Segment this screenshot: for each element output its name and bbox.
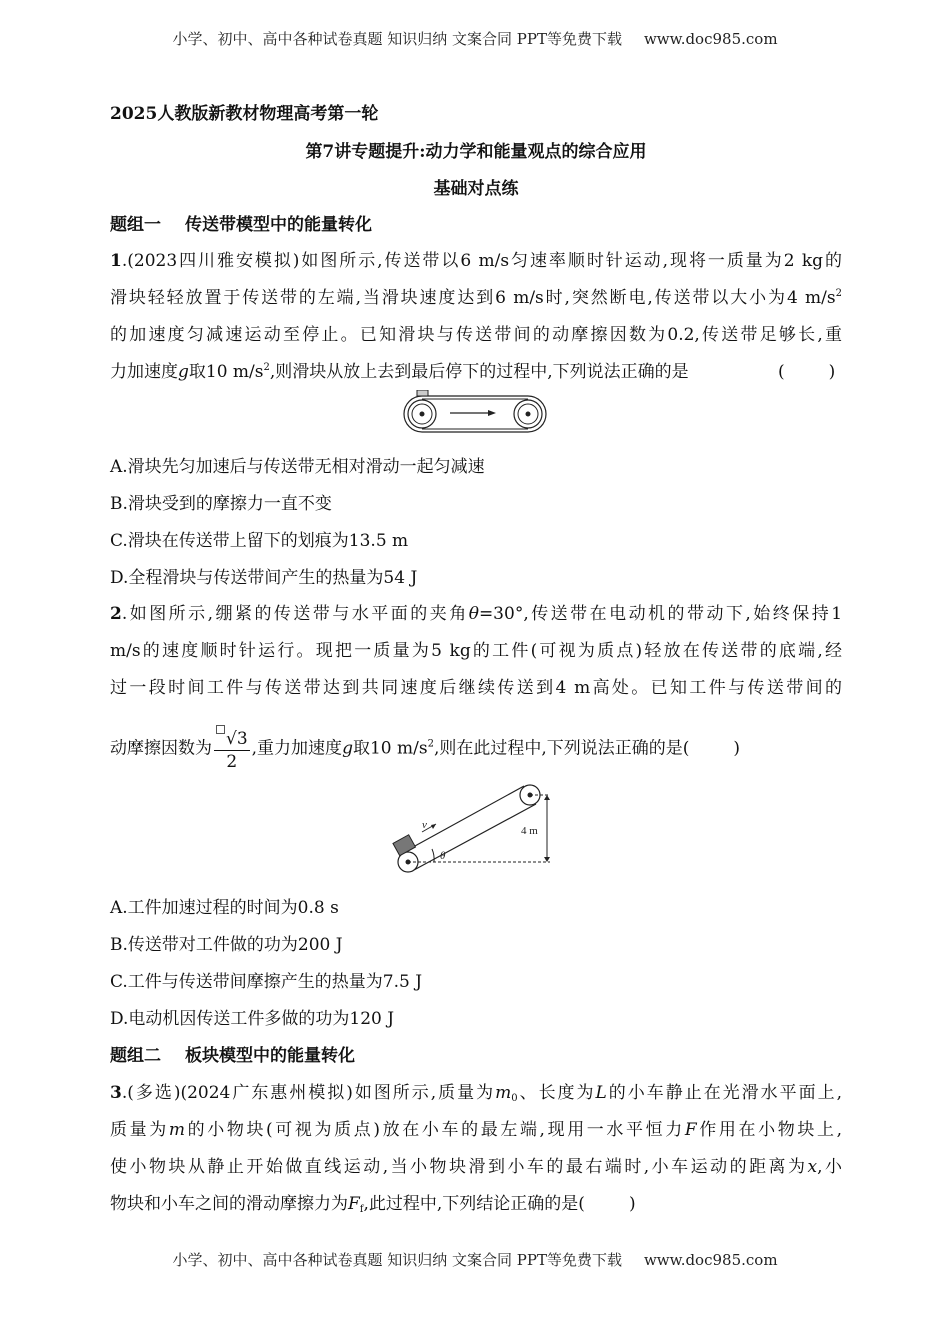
header-url: www.doc985.com bbox=[643, 30, 778, 48]
q2-line-4: 动摩擦因数为 $\frac{√3}{2}$ ,重力加速度g取10 $m/s^2$,则在此过程中,下列说法正确的是( ) bbox=[110, 725, 740, 773]
q3-number: 3 bbox=[110, 1083, 122, 1103]
header-text: 小学、初中、高中各种试卷真题 知识归纳 文案合同 PPT等免费下载 bbox=[172, 30, 622, 48]
page-footer bbox=[0, 1249, 950, 1270]
q3-line-3: 使小物块从静止开始做直线运动,当小物块滑到小车的最右端时,小车运动的距离为x,小 bbox=[110, 1157, 842, 1177]
height-label: 4 m bbox=[521, 825, 538, 837]
q1-line-2: 滑块轻轻放置于传送带的左端,当滑块速度达到6 m/s时,突然断电,传送带以大小为4 $m/s^2$ bbox=[110, 288, 842, 308]
q3-line-4: 物块和小车之间的滑动摩擦力为$F_f$,此过程中,下列结论正确的是( ) bbox=[110, 1194, 636, 1215]
conveyor-belt-figure bbox=[400, 390, 550, 438]
q1-answer-bracket: ( ) bbox=[778, 362, 836, 382]
q2-option-b: B.传送带对工件做的功为200 J bbox=[110, 935, 343, 955]
q3-line-2: 质量为m的小物块(可视为质点)放在小车的最左端,现用一水平恒力F作用在小物块上, bbox=[110, 1120, 843, 1140]
group2-label: 题组二 bbox=[110, 1046, 161, 1066]
page-header bbox=[0, 28, 950, 49]
velocity-label: v bbox=[422, 819, 427, 831]
q2-option-c: C.工件与传送带间摩擦产生的热量为7.5 J bbox=[110, 972, 423, 992]
q1-option-b: B.滑块受到的摩擦力一直不变 bbox=[110, 494, 332, 514]
friction-fraction: $\frac{√3}{2}$ bbox=[214, 725, 250, 773]
q1-option-d: D.全程滑块与传送带间产生的热量为54 J bbox=[110, 568, 418, 588]
footer-url: www.doc985.com bbox=[643, 1251, 778, 1269]
left-pulley-axle bbox=[420, 412, 425, 417]
q2-line-2: m/s的速度顺时针运行。现把一质量为5 kg的工件(可视为质点)轻放在传送带的底端,经 bbox=[110, 641, 842, 661]
q3-line-1: 3.(多选)(2024广东惠州模拟)如图所示,质量为$m_0$、长度为L的小车静止在光滑水平面上, bbox=[110, 1083, 843, 1104]
angle-label: θ bbox=[440, 850, 446, 862]
lecture-title: 第7讲专题提升:动力学和能量观点的综合应用 bbox=[305, 142, 647, 162]
group1-heading bbox=[110, 213, 372, 237]
section-subtitle: 基础对点练 bbox=[433, 179, 519, 199]
q1-line-3: 的加速度匀减速运动至停止。已知滑块与传送带间的动摩擦因数为0.2,传送带足够长,重 bbox=[110, 325, 842, 345]
q1-option-c: C.滑块在传送带上留下的划痕为13.5 m bbox=[110, 531, 409, 551]
q2-line-3: 过一段时间工件与传送带达到共同速度后继续传送到4 m高处。已知工件与传送带间的 bbox=[110, 678, 842, 698]
q2-option-d: D.电动机因传送工件多做的功为120 J bbox=[110, 1009, 395, 1029]
q1-line-1: 1.(2023四川雅安模拟)如图所示,传送带以6 m/s匀速率顺时针运动,现将一质量为2 kg的 bbox=[110, 251, 842, 271]
q2-number: 2 bbox=[110, 604, 122, 624]
footer-text: 小学、初中、高中各种试卷真题 知识归纳 文案合同 PPT等免费下载 bbox=[172, 1251, 622, 1269]
q2-line-1: 2.如图所示,绷紧的传送带与水平面的夹角θ=30°,传送带在电动机的带动下,始终保持1 bbox=[110, 604, 843, 624]
slider-block bbox=[417, 390, 428, 396]
group1-label: 题组一 bbox=[110, 215, 161, 235]
inclined-belt-figure bbox=[392, 780, 562, 880]
q1-number: 1 bbox=[110, 251, 122, 271]
group1-title: 传送带模型中的能量转化 bbox=[185, 215, 372, 235]
direction-arrowhead bbox=[488, 410, 496, 416]
group2-title: 板块模型中的能量转化 bbox=[185, 1046, 355, 1066]
group2-heading bbox=[110, 1044, 355, 1068]
q1-option-a: A.滑块先匀加速后与传送带无相对滑动一起匀减速 bbox=[110, 457, 485, 477]
q1-line-4: 力加速度g取10 $m/s^2$,则滑块从放上去到最后停下的过程中,下列说法正确的是 bbox=[110, 362, 689, 382]
q2-option-a: A.工件加速过程的时间为0.8 s bbox=[110, 898, 339, 918]
series-title: 2025人教版新教材物理高考第一轮 bbox=[110, 104, 379, 124]
right-pulley-axle bbox=[526, 412, 531, 417]
